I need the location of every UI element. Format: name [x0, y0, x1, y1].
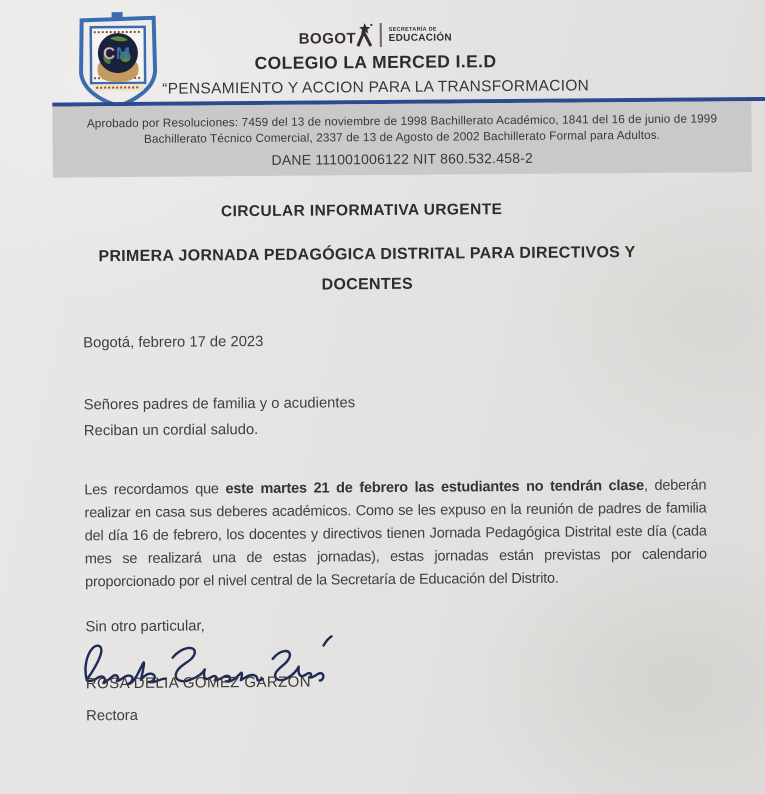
logo-department	[389, 26, 452, 43]
star-figure-icon	[356, 23, 373, 47]
circular-subtitle-text: PRIMERA JORNADA PEDAGÓGICA DISTRITAL PARA DIRECTIVOS Y DOCENTES	[98, 244, 636, 294]
logo-divider	[380, 23, 382, 47]
body-part-1: Les recordamos que	[84, 481, 226, 499]
approval-bar	[52, 101, 752, 177]
crest-monogram-c: C	[102, 44, 116, 64]
body-paragraph	[84, 474, 707, 594]
circular-title: CIRCULAR INFORMATIVA URGENTE	[220, 201, 503, 221]
salutation-recipients: Señores padres de familia y o acudientes	[83, 395, 356, 414]
bogota-wordmark-text: BOGOT	[298, 30, 357, 48]
signer-title: Rectora	[86, 707, 138, 725]
body-part-3: , deberán realizar en casa sus deberes académicos. Como se les expuso en la reunión de padres de familia del día 16 de febrero, los docentes y directivos tienen Jornada Pedagógica Distrital este día (cada mes se realizará una de estas jornadas), estas jornadas están previstas por calendario proporcionado por el nivel central de la Secretaría de Educación del Distrito.	[84, 477, 707, 591]
bogota-wordmark	[299, 23, 374, 48]
body-part-bold: este martes 21 de febrero las estudiantes no tendrán clase	[225, 477, 644, 498]
salutation-greeting: Reciban un cordial saludo.	[83, 421, 259, 440]
approval-line-1: Aprobado por Resoluciones: 7459 del 13 de noviembre de 1998 Bachillerato Académico, 1841 del 16 de junio de 1999	[86, 110, 718, 130]
closing-line: Sin otro particular,	[85, 618, 205, 636]
dane-nit-line: DANE 111001006122 NIT 860.532.458-2	[271, 149, 534, 168]
school-motto: “PENSAMIENTO Y ACCION PARA LA TRANSFORMACION	[162, 77, 590, 98]
school-name: COLEGIO LA MERCED I.E.D	[254, 51, 497, 73]
logo-dept-line2: EDUCACIÓN	[388, 31, 452, 44]
date-line: Bogotá, febrero 17 de 2023	[83, 333, 264, 352]
bogota-logo	[0, 20, 753, 50]
signer-name: ROSA DELIA GÓMEZ GARZÓN	[85, 673, 312, 693]
circular-subtitle	[0, 237, 735, 303]
approval-line-2: Bachillerato Técnico Comercial, 2337 de 13 de Agosto de 2002 Bachillerato Formal para Adultos.	[143, 127, 661, 146]
crest-monogram-m: M	[115, 43, 131, 64]
logo-dept-line1: SECRETARÍA DE	[388, 26, 437, 33]
